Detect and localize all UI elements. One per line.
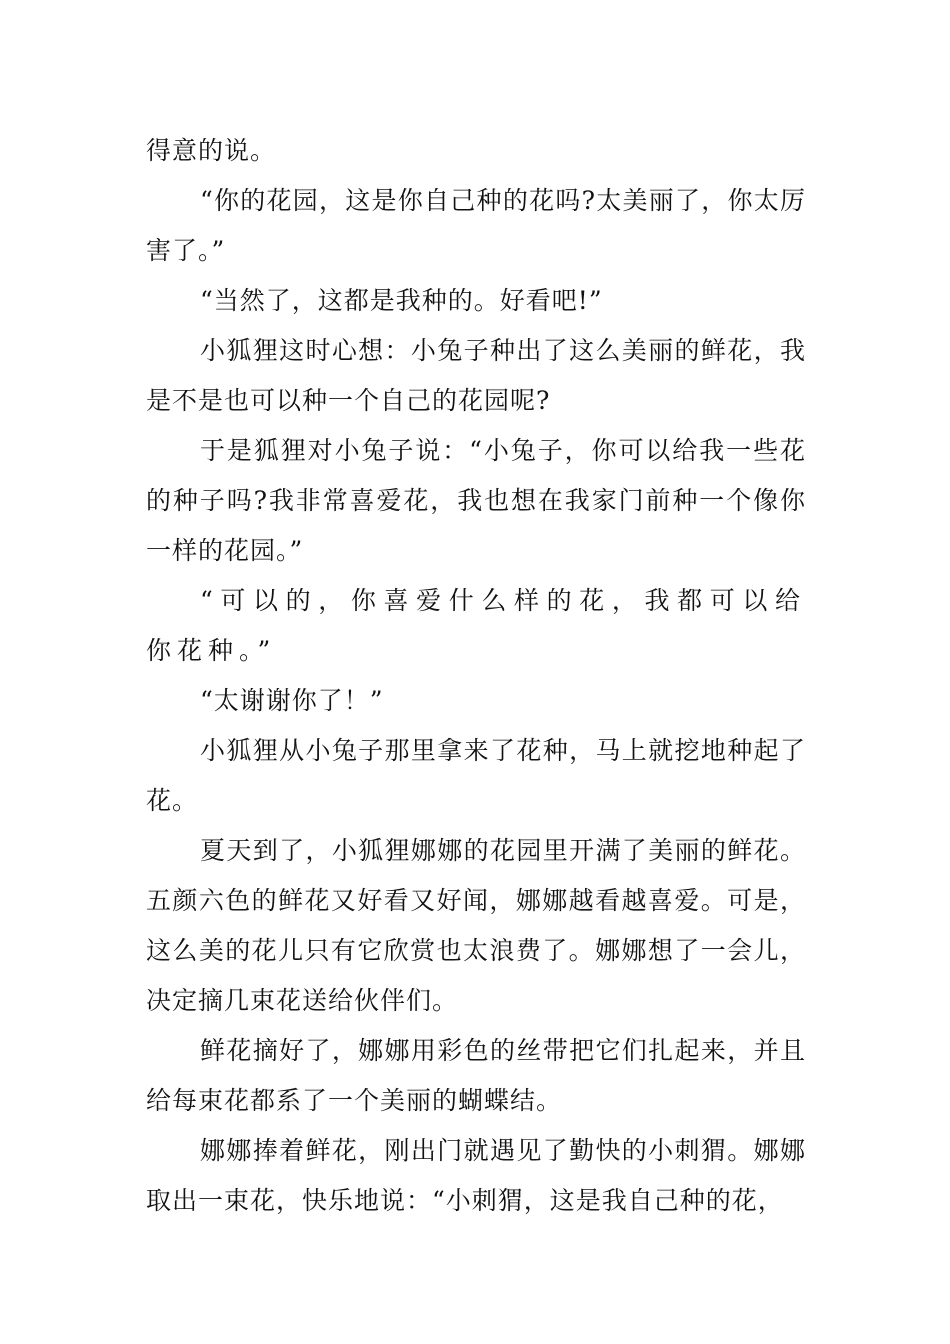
- paragraph: 夏天到了，小狐狸娜娜的花园里开满了美丽的鲜花。五颜六色的鲜花又好看又好闻，娜娜越看越喜爱。可是，这么美的花儿只有它欣赏也太浪费了。娜娜想了一会儿，决定摘几束花送给伙伴们。: [146, 836, 806, 1015]
- paragraph: 小狐狸这时心想：小兔子种出了这么美丽的鲜花，我是不是也可以种一个自己的花园呢?: [146, 336, 806, 415]
- paragraph: “可以的，你喜爱什么样的花，我都可以给你花种。”: [146, 586, 806, 665]
- paragraph: 鲜花摘好了，娜娜用彩色的丝带把它们扎起来，并且给每束花都系了一个美丽的蝴蝶结。: [146, 1036, 806, 1115]
- paragraph: “你的花园，这是你自己种的花吗?太美丽了，你太厉害了。”: [146, 186, 806, 265]
- paragraph: 得意的说。: [146, 136, 277, 165]
- paragraph: “太谢谢你了！”: [200, 686, 384, 715]
- paragraph: 娜娜捧着鲜花，刚出门就遇见了勤快的小刺猬。娜娜取出一束花，快乐地说：“小刺猬，这是我自己种的花，: [146, 1136, 806, 1215]
- document-page: [146, 126, 806, 1226]
- paragraph: “当然了，这都是我种的。好看吧!”: [200, 286, 603, 315]
- paragraph: 小狐狸从小兔子那里拿来了花种，马上就挖地种起了花。: [146, 736, 806, 815]
- paragraph: 于是狐狸对小兔子说：“小兔子，你可以给我一些花的种子吗?我非常喜爱花，我也想在我家门前种一个像你一样的花园。”: [146, 436, 806, 565]
